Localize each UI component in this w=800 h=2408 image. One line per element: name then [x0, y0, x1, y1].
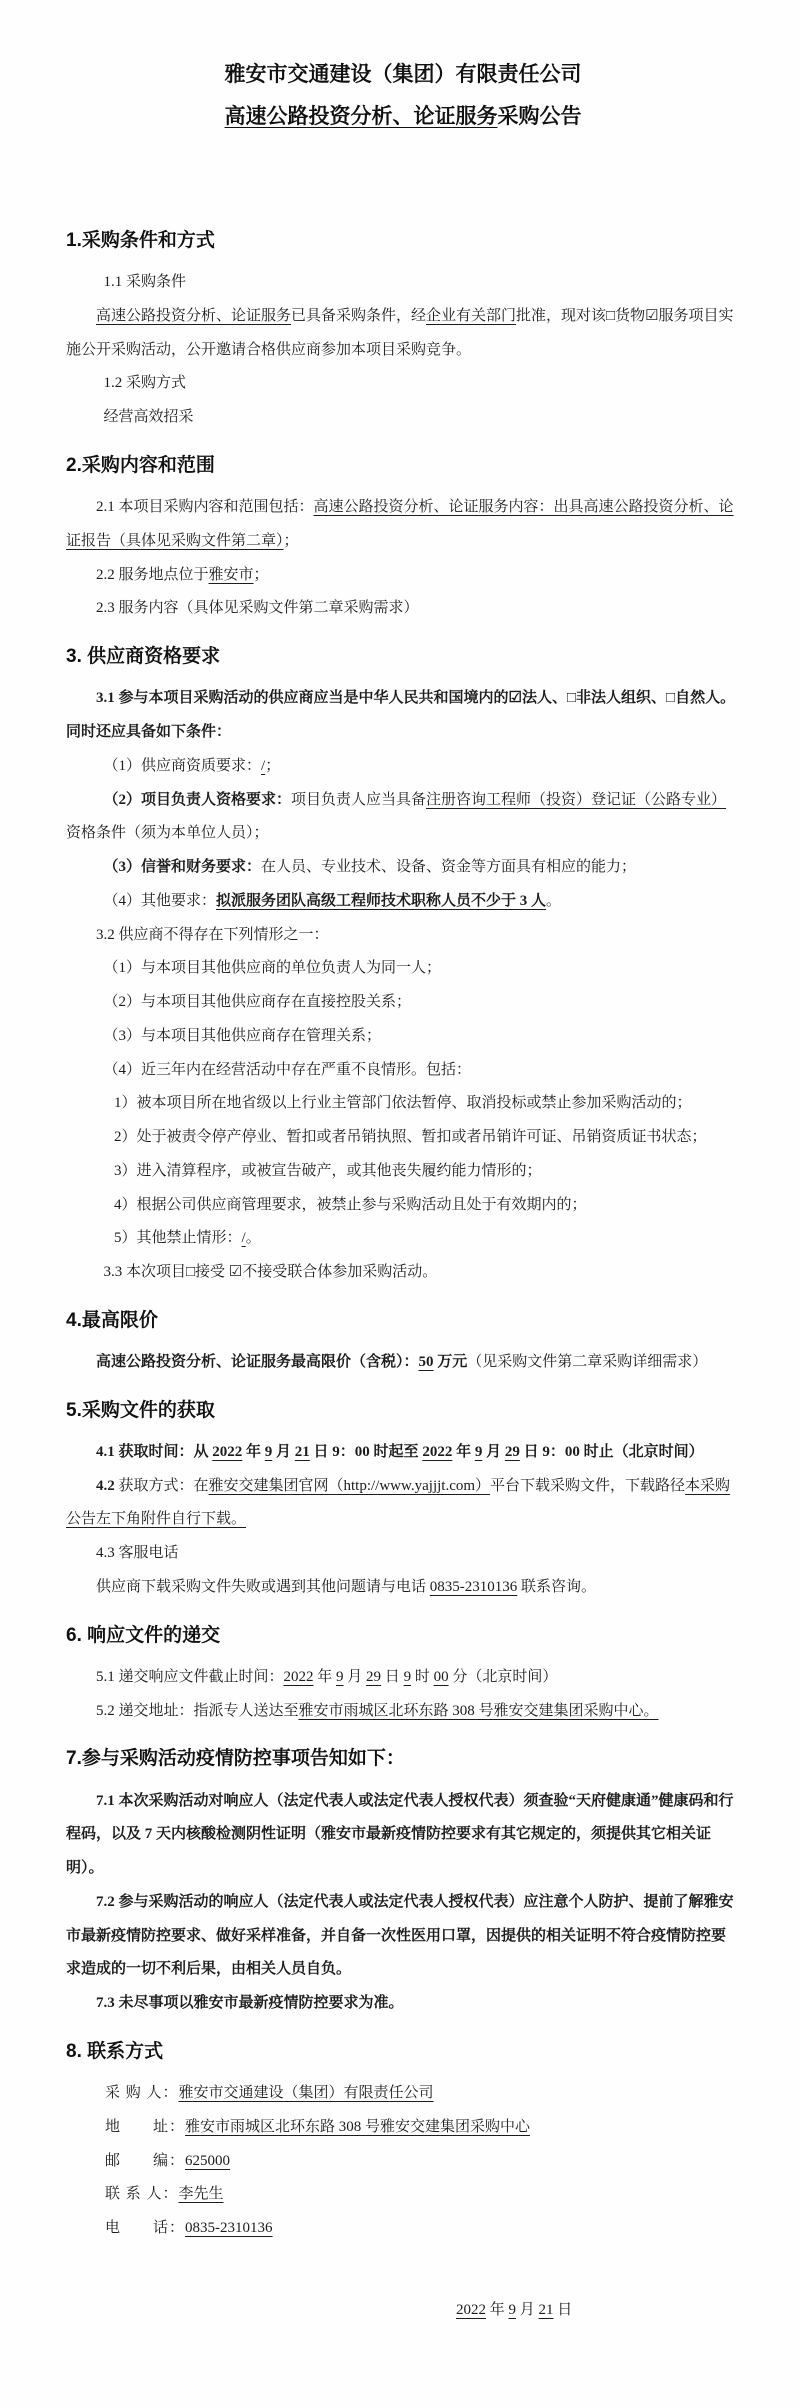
team-requirement: 拟派服务团队高级工程师技术职称人员不少于 3 人	[216, 892, 547, 909]
section-5-heading: 5.采购文件的获取	[66, 1399, 215, 1421]
obtain-start-month: 9	[264, 1443, 273, 1460]
para-2-3: 2.3 服务内容（具体见采购文件第二章采购需求）	[96, 600, 419, 617]
official-website-url: 雅安交建集团官网（http://www.yajjjt.com）	[208, 1477, 491, 1494]
contact-person-label: 联 系 人：	[105, 2186, 179, 2203]
section-6-heading: 6. 响应文件的递交	[66, 1624, 221, 1646]
para-3-2-case-4: （4）近三年内在经营活动中存在严重不良情形。包括：	[103, 1061, 472, 1078]
submission-address: 雅安市雨城区北环东路 308 号雅安交建集团采购中心。	[298, 1702, 659, 1719]
para-3-2-sub-4: 4）根据公司供应商管理要求，被禁止参与采购活动且处于有效期内的；	[114, 1196, 587, 1213]
para-3-2: 3.2 供应商不得存在下列情形之一：	[96, 926, 329, 943]
contact-row-person	[105, 2178, 740, 2212]
contact-row-postcode	[105, 2145, 740, 2179]
para-6-address: 5.2 递交地址：指派专人送达至雅安市雨城区北环东路 308 号雅安交建集团采购中心。	[96, 1702, 659, 1719]
download-path: 本采购公告左下角附件自行下载。	[66, 1477, 731, 1528]
other-forbidden-value: /	[241, 1230, 246, 1247]
qualification-value: /	[261, 757, 266, 774]
doc-title-line2-underlined: 高速公路投资分析、论证服务	[224, 105, 498, 128]
doc-title-line1: 雅安市交通建设（集团）有限责任公司	[224, 63, 582, 86]
contact-row-purchaser	[105, 2077, 740, 2111]
para-3-2-case-2: （2）与本项目其他供应商存在直接控股关系；	[103, 994, 412, 1011]
doc-title	[66, 54, 740, 138]
para-3-1-item-4: （4）其他要求：拟派服务团队高级工程师技术职称人员不少于 3 人。	[103, 892, 562, 909]
obtain-end-year: 2022	[422, 1443, 453, 1460]
purchaser-label: 采 购 人：	[105, 2085, 179, 2101]
purchaser-value: 雅安市交通建设（集团）有限责任公司	[178, 2085, 434, 2101]
para-7-2: 7.2 参与采购活动的响应人（法定代表人或法定代表人授权代表）应注意个人防护、提前了解雅安市最新疫情防控要求、做好采样准备，并自备一次性医用口罩，因提供的相关证明不符合疫情防控要求造成的一切不利后果，由相关人员自负。	[66, 1893, 734, 1978]
hotline-phone-number: 0835-2310136	[429, 1578, 518, 1595]
doc-title-line2	[66, 96, 740, 138]
service-location: 雅安市	[208, 566, 254, 583]
contact-row-address	[105, 2111, 740, 2145]
announcement-date: 2022 年 9 月 21 日	[456, 2301, 573, 2318]
para-3-2-sub-1: 1）被本项目所在地省级以上行业主管部门依法暂停、取消投标或禁止参加采购活动的；	[114, 1095, 692, 1112]
section-3-heading: 3. 供应商资格要求	[66, 646, 221, 668]
para-5-hotline-body: 供应商下载采购文件失败或遇到其他问题请与电话 0835-2310136 联系咨询。	[96, 1578, 597, 1595]
para-4-price: 高速公路投资分析、论证服务最高限价（含税）：50 万元（见采购文件第二章采购详细需求）	[96, 1354, 708, 1370]
obtain-start-day: 21	[294, 1443, 310, 1460]
phone-label: 电 话：	[105, 2220, 186, 2236]
para-3-2-case-1: （1）与本项目其他供应商的单位负责人为同一人；	[103, 960, 442, 977]
doc-title-line2-rest: 采购公告	[497, 105, 582, 128]
para-3-1: 3.1 参与本项目采购活动的供应商应当是中华人民共和国境内的☑法人、□非法人组织、□自然人。同时还应具备如下条件：	[66, 690, 736, 741]
para-2-1: 2.1 本项目采购内容和范围包括：高速公路投资分析、论证服务内容：出具高速公路投资分析、论证报告（具体见采购文件第二章）；	[66, 499, 734, 549]
section-1-heading: 1.采购条件和方式	[66, 230, 215, 251]
para-3-3: 3.3 本次项目□接受 ☑不接受联合体参加采购活动。	[103, 1264, 438, 1281]
para-3-2-case-3: （3）与本项目其他供应商存在管理关系；	[103, 1027, 382, 1044]
approving-department: 企业有关部门	[426, 307, 517, 324]
para-5-time: 4.1 获取时间：从 2022 年 9 月 21 日 9：00 时起至 2022 年 9 月 29 日 9：00 时止（北京时间）	[96, 1443, 704, 1460]
section-4-heading: 4.最高限价	[66, 1309, 158, 1331]
para-1-2-heading: 1.2 采购方式	[103, 375, 187, 392]
para-6-deadline: 5.1 递交响应文件截止时间：2022 年 9 月 29 日 9 时 00 分（北京时间）	[96, 1668, 558, 1685]
deadline-minute: 00	[433, 1668, 449, 1685]
para-5-method: 4.2 获取方式：在雅安交建集团官网（http://www.yajjjt.com）平台下载采购文件，下载路径本采购公告左下角附件自行下载。	[66, 1477, 731, 1528]
section-7-heading: 7.参与采购活动疫情防控事项告知如下：	[66, 1748, 405, 1770]
obtain-start-year: 2022	[212, 1443, 243, 1460]
date-month: 9	[508, 2301, 517, 2318]
contact-person-value: 李先生	[178, 2186, 224, 2203]
para-3-1-item-2: （2）项目负责人资格要求：项目负责人应当具备注册咨询工程师（投资）登记证（公路专业）资格条件（须为本单位人员）；	[66, 791, 727, 842]
obtain-end-day: 29	[504, 1443, 520, 1460]
deadline-hour: 9	[403, 1668, 412, 1685]
date-day: 21	[538, 2301, 554, 2318]
para-1-1-heading: 1.1 采购条件	[103, 274, 187, 291]
para-3-1-item-3: （3）信誉和财务要求：在人员、专业技术、设备、资金等方面具有相应的能力；	[103, 859, 637, 876]
procurement-service-name: 高速公路投资分析、论证服务	[96, 307, 292, 324]
para-7-1: 7.1 本次采购活动对响应人（法定代表人或法定代表人授权代表）须查验“天府健康通”健康码和行程码，以及 7 天内核酸检测阴性证明（雅安市最新疫情防控要求有其它规定的，须提供其它相关证明）。	[66, 1792, 734, 1877]
max-price-value: 50	[418, 1354, 434, 1370]
para-5-hotline-heading: 4.3 客服电话	[96, 1545, 179, 1562]
section-2-heading: 2.采购内容和范围	[66, 454, 215, 476]
para-3-2-sub-5: 5）其他禁止情形：/。	[114, 1230, 261, 1247]
scope-underlined: 高速公路投资分析、论证服务内容：出具高速公路投资分析、论证报告（具体见采购文件第二章）	[66, 499, 734, 549]
para-1-1-body: 高速公路投资分析、论证服务已具备采购条件，经企业有关部门批准，现对该□货物☑服务项目实施公开采购活动，公开邀请合格供应商参加本项目采购竞争。	[66, 307, 734, 358]
deadline-month: 9	[336, 1668, 344, 1685]
deadline-day: 29	[366, 1668, 382, 1685]
para-2-2: 2.2 服务地点位于雅安市；	[96, 566, 269, 583]
project-leader-certificate: 注册咨询工程师（投资）登记证（公路专业）	[426, 791, 727, 808]
contact-row-phone	[105, 2212, 740, 2246]
postcode-value: 625000	[185, 2152, 231, 2169]
obtain-end-month: 9	[474, 1443, 483, 1460]
deadline-year: 2022	[283, 1668, 314, 1685]
para-3-1-item-1: （1）供应商资质要求：/；	[103, 757, 281, 774]
para-7-3: 7.3 未尽事项以雅安市最新疫情防控要求为准。	[96, 1995, 404, 2012]
postcode-label: 邮 编：	[105, 2152, 186, 2169]
address-label: 地 址：	[105, 2118, 186, 2135]
para-3-2-sub-3: 3）进入清算程序，或被宣告破产，或其他丧失履约能力情形的；	[114, 1162, 542, 1179]
section-8-heading: 8. 联系方式	[66, 2040, 164, 2062]
phone-value: 0835-2310136	[185, 2220, 273, 2236]
para-1-2-body: 经营高效招采	[103, 409, 194, 426]
address-value: 雅安市雨城区北环东路 308 号雅安交建集团采购中心	[185, 2118, 531, 2135]
date-year: 2022	[456, 2301, 486, 2318]
para-3-2-sub-2: 2）处于被责令停产停业、暂扣或者吊销执照、暂扣或者吊销许可证、吊销资质证书状态；	[114, 1129, 707, 1146]
